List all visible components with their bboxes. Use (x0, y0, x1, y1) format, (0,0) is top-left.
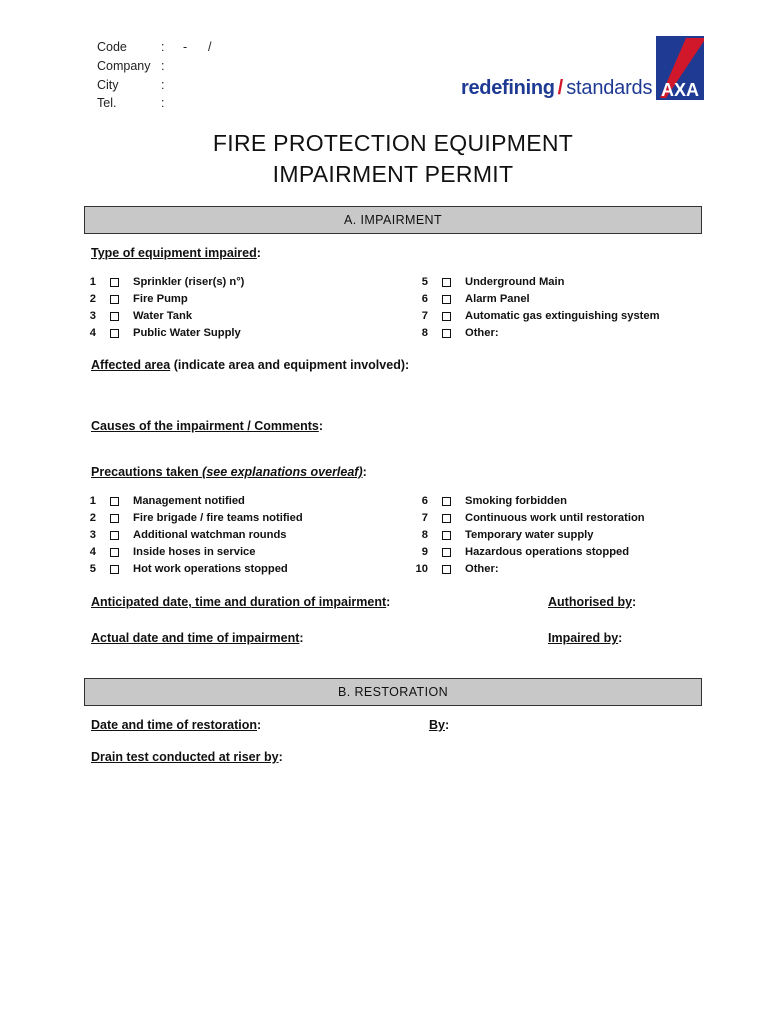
checkbox[interactable] (442, 278, 451, 287)
precaution-item[interactable]: 6 Smoking forbidden (421, 495, 567, 507)
tel-label: Tel. (97, 96, 117, 110)
section-a-heading: A. IMPAIRMENT (84, 206, 702, 234)
precautions-question: Precautions taken (see explanations overleaf): (91, 465, 367, 479)
equipment-item[interactable]: 2 Fire Pump (89, 293, 188, 305)
equipment-list-left (76, 274, 376, 342)
precaution-item[interactable]: 4 Inside hoses in service (89, 546, 256, 558)
equipment-item[interactable]: 4 Public Water Supply (89, 327, 241, 339)
precaution-item[interactable]: 9 Hazardous operations stopped (421, 546, 630, 558)
code-value: - / (183, 40, 212, 54)
precaution-item[interactable]: 8 Temporary water supply (421, 529, 594, 541)
checkbox[interactable] (110, 514, 119, 523)
tagline-logo: redefining / standards (461, 77, 653, 99)
checkbox[interactable] (442, 312, 451, 321)
equipment-item[interactable]: 7 Automatic gas extinguishing system (421, 310, 660, 322)
equipment-list-right (408, 274, 708, 342)
precaution-item[interactable]: 7 Continuous work until restoration (421, 512, 645, 524)
checkbox[interactable] (442, 565, 451, 574)
affected-area-question: Affected area (indicate area and equipment involved): (91, 358, 410, 372)
actual-question: Actual date and time of impairment: (91, 631, 304, 645)
axa-logo (656, 36, 704, 100)
precaution-item[interactable]: 10 Other: (415, 563, 499, 575)
equipment-item[interactable]: 6 Alarm Panel (421, 293, 530, 305)
checkbox[interactable] (110, 278, 119, 287)
equipment-item[interactable]: 3 Water Tank (89, 310, 193, 322)
checkbox[interactable] (442, 548, 451, 557)
checkbox[interactable] (110, 312, 119, 321)
checkbox[interactable] (110, 497, 119, 506)
equipment-item[interactable]: 5 Underground Main (421, 276, 565, 288)
city-label: City (97, 78, 119, 92)
checkbox[interactable] (442, 531, 451, 540)
restoration-by-question: By: (429, 718, 450, 732)
checkbox[interactable] (110, 329, 119, 338)
anticipated-question: Anticipated date, time and duration of impairment: (91, 595, 391, 609)
precaution-item[interactable]: 5 Hot work operations stopped (89, 563, 288, 575)
axa-logo-mark (656, 36, 704, 100)
checkbox[interactable] (110, 295, 119, 304)
equipment-item[interactable]: 1 Sprinkler (riser(s) n°) (89, 276, 245, 288)
causes-question: Causes of the impairment / Comments: (91, 419, 323, 433)
section-b-heading: B. RESTORATION (84, 678, 702, 706)
page-title: FIRE PROTECTION EQUIPMENT (212, 130, 574, 156)
checkbox[interactable] (442, 514, 451, 523)
company-label: Company (97, 59, 151, 73)
page-subtitle: IMPAIRMENT PERMIT (272, 161, 514, 187)
checkbox[interactable] (442, 295, 451, 304)
precautions-list-right (408, 493, 708, 578)
precautions-list-left (76, 493, 376, 578)
restoration-date-question: Date and time of restoration: (91, 718, 262, 732)
checkbox[interactable] (110, 548, 119, 557)
precaution-item[interactable]: 3 Additional watchman rounds (89, 529, 287, 541)
impaired-by-question: Impaired by: (548, 631, 623, 645)
equipment-item[interactable]: 8 Other: (421, 327, 499, 339)
code-label: Code (97, 40, 127, 54)
authorised-by-question: Authorised by: (548, 595, 637, 609)
axa-logo-text: AXA (660, 80, 700, 100)
checkbox[interactable] (442, 329, 451, 338)
checkbox[interactable] (442, 497, 451, 506)
checkbox[interactable] (110, 531, 119, 540)
precaution-item[interactable]: 2 Fire brigade / fire teams notified (89, 512, 303, 524)
drain-test-question: Drain test conducted at riser by: (91, 750, 283, 764)
equipment-question: Type of equipment impaired: (91, 246, 261, 260)
checkbox[interactable] (110, 565, 119, 574)
precaution-item[interactable]: 1 Management notified (89, 495, 245, 507)
